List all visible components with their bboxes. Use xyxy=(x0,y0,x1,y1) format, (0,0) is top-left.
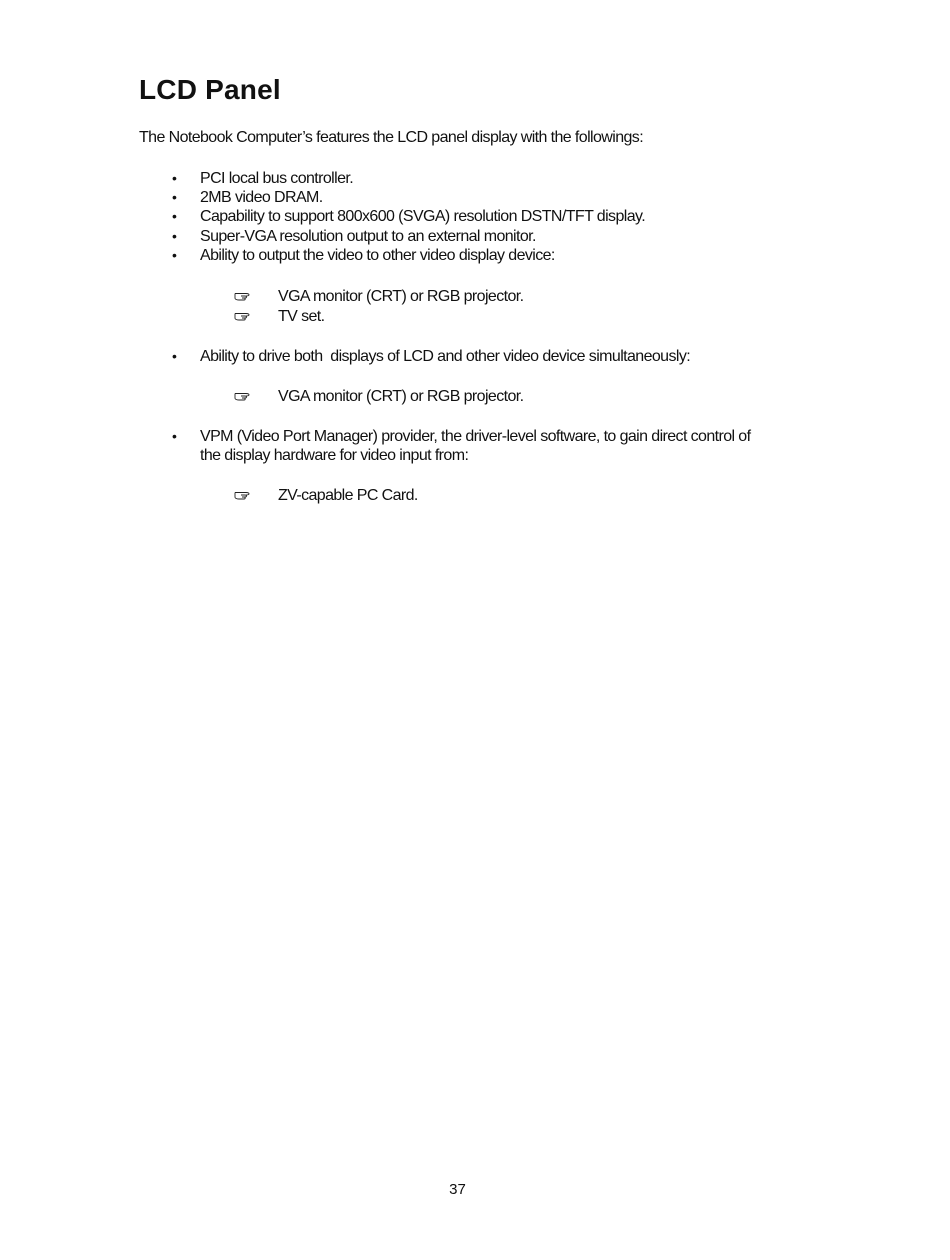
bullet-dot: • xyxy=(172,208,177,224)
bullet-text: PCI local bus controller. xyxy=(200,170,354,187)
bullet-text: Ability to drive both displays of LCD and other video device simultaneously: xyxy=(200,348,691,365)
bullet-dot: • xyxy=(172,247,177,263)
bullet-dot: • xyxy=(172,428,177,444)
bullet-text: Super-VGA resolution output to an external monitor. xyxy=(200,228,536,245)
sub-item-text: VGA monitor (CRT) or RGB projector. xyxy=(278,288,524,305)
sub-item-text: TV set. xyxy=(278,308,325,325)
bullet-dot: • xyxy=(172,189,177,205)
bullet-text-line-2: the display hardware for video input from: xyxy=(200,447,469,464)
bullet-text: Capability to support 800x600 (SVGA) resolution DSTN/TFT display. xyxy=(200,208,646,225)
pointing-hand-icon xyxy=(234,290,250,302)
sub-item-text: ZV-capable PC Card. xyxy=(278,487,418,504)
sub-item-text: VGA monitor (CRT) or RGB projector. xyxy=(278,388,524,405)
intro-paragraph: The Notebook Computer’s features the LCD panel display with the followings: xyxy=(139,129,644,146)
page-title: LCD Panel xyxy=(139,74,281,105)
bullet-dot: • xyxy=(172,170,177,186)
bullet-dot: • xyxy=(172,348,177,364)
bullet-dot: • xyxy=(172,228,177,244)
bullet-text: Ability to output the video to other video display device: xyxy=(200,247,555,264)
bullet-text: 2MB video DRAM. xyxy=(200,189,323,206)
bullet-text-line-1: VPM (Video Port Manager) provider, the driver-level software, to gain direct control of xyxy=(200,428,751,445)
pointing-hand-icon xyxy=(234,489,250,501)
page-number: 37 xyxy=(449,1181,466,1198)
pointing-hand-icon xyxy=(234,310,250,322)
pointing-hand-icon xyxy=(234,390,250,402)
